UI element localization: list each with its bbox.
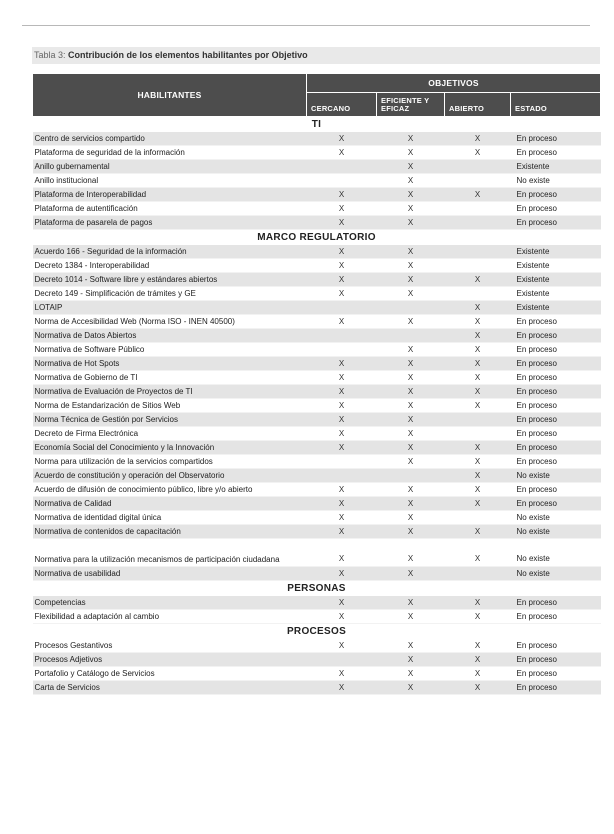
estado-value: En proceso	[511, 385, 601, 399]
cercano-mark: X	[307, 511, 377, 525]
estado-value: No existe	[511, 174, 601, 188]
abierto-mark	[445, 259, 511, 273]
table-row	[33, 259, 601, 273]
section-title: TI	[311, 118, 322, 130]
contribution-table	[32, 73, 601, 695]
table-row	[33, 441, 601, 455]
eficiente-mark: X	[377, 667, 445, 681]
eficiente-mark: X	[377, 287, 445, 301]
eficiente-mark: X	[377, 497, 445, 511]
table-row	[33, 596, 601, 610]
eficiente-mark: X	[377, 455, 445, 469]
estado-value: Existente	[511, 160, 601, 174]
table-row	[33, 160, 601, 174]
abierto-mark: X	[445, 497, 511, 511]
cercano-mark	[307, 160, 377, 174]
cercano-mark: X	[307, 483, 377, 497]
estado-value: En proceso	[511, 371, 601, 385]
eficiente-mark: X	[377, 371, 445, 385]
eficiente-mark: X	[377, 610, 445, 624]
abierto-mark: X	[445, 639, 511, 653]
habilitante-name: Normativa de Hot Spots	[33, 357, 307, 371]
cercano-mark: X	[307, 315, 377, 329]
habilitante-name: Plataforma de pasarela de pagos	[33, 216, 307, 230]
table-row	[33, 245, 601, 259]
habilitante-name: Plataforma de seguridad de la información	[33, 146, 307, 160]
abierto-mark: X	[445, 385, 511, 399]
eficiente-mark: X	[377, 160, 445, 174]
abierto-mark: X	[445, 357, 511, 371]
eficiente-mark: X	[377, 202, 445, 216]
eficiente-mark: X	[377, 539, 445, 567]
cercano-mark	[307, 174, 377, 188]
table-row	[33, 427, 601, 441]
section-title: PERSONAS	[287, 582, 346, 594]
abierto-mark	[445, 567, 511, 581]
cercano-mark: X	[307, 259, 377, 273]
abierto-mark: X	[445, 371, 511, 385]
estado-value: En proceso	[511, 146, 601, 160]
eficiente-mark	[377, 301, 445, 315]
cercano-mark: X	[307, 497, 377, 511]
abierto-mark	[445, 413, 511, 427]
header-cercano: CERCANO	[307, 93, 377, 117]
table-row	[33, 639, 601, 653]
estado-value: En proceso	[511, 667, 601, 681]
abierto-mark: X	[445, 301, 511, 315]
habilitante-name: Normativa de contenidos de capacitación	[33, 525, 307, 539]
cercano-mark: X	[307, 188, 377, 202]
habilitante-name: Acuerdo 166 - Seguridad de la información	[33, 245, 307, 259]
cercano-mark: X	[307, 681, 377, 695]
table-row	[33, 399, 601, 413]
habilitante-name: Normativa de Evaluación de Proyectos de TI	[33, 385, 307, 399]
estado-value: En proceso	[511, 596, 601, 610]
abierto-mark: X	[445, 667, 511, 681]
abierto-mark: X	[445, 681, 511, 695]
estado-value: En proceso	[511, 399, 601, 413]
abierto-mark: X	[445, 132, 511, 146]
abierto-mark: X	[445, 146, 511, 160]
abierto-mark: X	[445, 188, 511, 202]
header-eficiente-line1: EFICIENTE Y	[381, 96, 430, 105]
table-row	[33, 539, 601, 567]
cercano-mark: X	[307, 245, 377, 259]
caption-number: Tabla 3:	[34, 50, 66, 60]
eficiente-mark: X	[377, 315, 445, 329]
estado-value: En proceso	[511, 653, 601, 667]
abierto-mark: X	[445, 539, 511, 567]
estado-value: En proceso	[511, 357, 601, 371]
table-row	[33, 146, 601, 160]
table-row	[33, 301, 601, 315]
habilitante-name: Plataforma de Interoperabilidad	[33, 188, 307, 202]
section-title: MARCO REGULATORIO	[257, 231, 376, 243]
habilitante-name: Procesos Gestantivos	[33, 639, 307, 653]
cercano-mark: X	[307, 385, 377, 399]
table-row	[33, 610, 601, 624]
cercano-mark: X	[307, 610, 377, 624]
eficiente-mark: X	[377, 174, 445, 188]
abierto-mark	[445, 160, 511, 174]
table-row	[33, 567, 601, 581]
estado-value: En proceso	[511, 413, 601, 427]
cercano-mark: X	[307, 399, 377, 413]
habilitante-name: Carta de Servicios	[33, 681, 307, 695]
habilitante-name: Centro de servicios compartido	[33, 132, 307, 146]
abierto-mark	[445, 287, 511, 301]
table-row	[33, 174, 601, 188]
table-row	[33, 525, 601, 539]
section-header-row	[33, 230, 601, 246]
table-row	[33, 329, 601, 343]
eficiente-mark: X	[377, 188, 445, 202]
abierto-mark: X	[445, 399, 511, 413]
abierto-mark	[445, 245, 511, 259]
table-row	[33, 188, 601, 202]
eficiente-mark: X	[377, 427, 445, 441]
habilitante-name: Norma de Accesibilidad Web (Norma ISO - INEN 40500)	[33, 315, 307, 329]
eficiente-mark: X	[377, 525, 445, 539]
estado-value: En proceso	[511, 497, 601, 511]
eficiente-mark: X	[377, 483, 445, 497]
cercano-mark: X	[307, 441, 377, 455]
habilitante-name: Decreto 1014 - Software libre y estándares abiertos	[33, 273, 307, 287]
table-row	[33, 132, 601, 146]
header-estado: ESTADO	[511, 93, 601, 117]
cercano-mark	[307, 301, 377, 315]
cercano-mark: X	[307, 567, 377, 581]
abierto-mark: X	[445, 525, 511, 539]
habilitante-name: Normativa de usabilidad	[33, 567, 307, 581]
habilitante-name: Decreto 1384 - Interoperabilidad	[33, 259, 307, 273]
table-row	[33, 273, 601, 287]
header-eficiente	[377, 93, 445, 117]
eficiente-mark	[377, 469, 445, 483]
cercano-mark	[307, 469, 377, 483]
cercano-mark: X	[307, 596, 377, 610]
estado-value: Existente	[511, 273, 601, 287]
abierto-mark: X	[445, 273, 511, 287]
abierto-mark	[445, 511, 511, 525]
table-row	[33, 202, 601, 216]
abierto-mark	[445, 202, 511, 216]
table-row	[33, 483, 601, 497]
estado-value: Existente	[511, 287, 601, 301]
eficiente-mark: X	[377, 399, 445, 413]
section-header-row	[33, 581, 601, 597]
eficiente-mark: X	[377, 681, 445, 695]
cercano-mark	[307, 343, 377, 357]
habilitante-name: Normativa de Gobierno de TI	[33, 371, 307, 385]
cercano-mark: X	[307, 427, 377, 441]
habilitante-name: Norma para utilización de la servicios compartidos	[33, 455, 307, 469]
habilitante-name: LOTAIP	[33, 301, 307, 315]
estado-value: En proceso	[511, 188, 601, 202]
cercano-mark	[307, 653, 377, 667]
estado-value: En proceso	[511, 329, 601, 343]
abierto-mark: X	[445, 441, 511, 455]
abierto-mark: X	[445, 455, 511, 469]
eficiente-mark: X	[377, 146, 445, 160]
estado-value: En proceso	[511, 132, 601, 146]
cercano-mark: X	[307, 146, 377, 160]
habilitante-name: Flexibilidad a adaptación al cambio	[33, 610, 307, 624]
estado-value: No existe	[511, 567, 601, 581]
estado-value: En proceso	[511, 216, 601, 230]
cercano-mark: X	[307, 539, 377, 567]
caption-title: Contribución de los elementos habilitantes por Objetivo	[68, 50, 308, 60]
cercano-mark: X	[307, 639, 377, 653]
habilitante-name: Competencias	[33, 596, 307, 610]
abierto-mark: X	[445, 329, 511, 343]
cercano-mark: X	[307, 287, 377, 301]
top-rule	[22, 25, 590, 26]
habilitante-name: Portafolio y Catálogo de Servicios	[33, 667, 307, 681]
section-title: PROCESOS	[286, 625, 347, 637]
table-body	[33, 117, 601, 695]
header-eficiente-line2: EFICAZ	[381, 104, 410, 113]
abierto-mark	[445, 427, 511, 441]
habilitante-name: Economía Social del Conocimiento y la Innovación	[33, 441, 307, 455]
cercano-mark: X	[307, 202, 377, 216]
cercano-mark	[307, 329, 377, 343]
habilitante-name: Normativa para la utilización mecanismos de participación ciudadana	[33, 539, 307, 567]
table-row	[33, 681, 601, 695]
eficiente-mark: X	[377, 653, 445, 667]
table-row	[33, 343, 601, 357]
abierto-mark: X	[445, 343, 511, 357]
estado-value: En proceso	[511, 343, 601, 357]
cercano-mark: X	[307, 413, 377, 427]
abierto-mark: X	[445, 596, 511, 610]
eficiente-mark: X	[377, 245, 445, 259]
abierto-mark: X	[445, 469, 511, 483]
estado-value: En proceso	[511, 483, 601, 497]
habilitante-name: Norma de Estandarización de Sitios Web	[33, 399, 307, 413]
abierto-mark: X	[445, 315, 511, 329]
table-row	[33, 315, 601, 329]
estado-value: En proceso	[511, 315, 601, 329]
table-row	[33, 667, 601, 681]
estado-value: En proceso	[511, 455, 601, 469]
table-row	[33, 216, 601, 230]
table-row	[33, 653, 601, 667]
estado-value: En proceso	[511, 427, 601, 441]
abierto-mark	[445, 174, 511, 188]
habilitante-name: Normativa de identidad digital única	[33, 511, 307, 525]
abierto-mark: X	[445, 653, 511, 667]
habilitante-name: Anillo institucional	[33, 174, 307, 188]
habilitante-name: Norma Técnica de Gestión por Servicios	[33, 413, 307, 427]
habilitante-name: Normativa de Calidad	[33, 497, 307, 511]
table-row	[33, 357, 601, 371]
abierto-mark: X	[445, 610, 511, 624]
header-abierto: ABIERTO	[445, 93, 511, 117]
table-row	[33, 385, 601, 399]
table-row	[33, 413, 601, 427]
eficiente-mark: X	[377, 273, 445, 287]
eficiente-mark: X	[377, 413, 445, 427]
section-header-row	[33, 117, 601, 133]
estado-value: En proceso	[511, 610, 601, 624]
cercano-mark: X	[307, 216, 377, 230]
estado-value: Existente	[511, 301, 601, 315]
eficiente-mark: X	[377, 567, 445, 581]
estado-value: No existe	[511, 469, 601, 483]
header-objetivos: OBJETIVOS	[307, 74, 601, 93]
estado-value: Existente	[511, 245, 601, 259]
cercano-mark: X	[307, 667, 377, 681]
habilitante-name: Decreto de Firma Electrónica	[33, 427, 307, 441]
habilitante-name: Acuerdo de difusión de conocimiento público, libre y/o abierto	[33, 483, 307, 497]
cercano-mark: X	[307, 132, 377, 146]
eficiente-mark	[377, 329, 445, 343]
estado-value: No existe	[511, 511, 601, 525]
table-row	[33, 287, 601, 301]
cercano-mark: X	[307, 371, 377, 385]
eficiente-mark: X	[377, 441, 445, 455]
eficiente-mark: X	[377, 259, 445, 273]
table-row	[33, 511, 601, 525]
habilitante-name: Acuerdo de constitución y operación del Observatorio	[33, 469, 307, 483]
cercano-mark: X	[307, 273, 377, 287]
habilitante-name: Normativa de Software Público	[33, 343, 307, 357]
estado-value: En proceso	[511, 441, 601, 455]
estado-value: Existente	[511, 259, 601, 273]
cercano-mark: X	[307, 357, 377, 371]
estado-value: No existe	[511, 525, 601, 539]
section-header-row	[33, 624, 601, 640]
eficiente-mark: X	[377, 357, 445, 371]
habilitante-name: Decreto 149 - Simplificación de trámites y GE	[33, 287, 307, 301]
estado-value: En proceso	[511, 681, 601, 695]
cercano-mark	[307, 455, 377, 469]
table-caption	[32, 47, 600, 64]
eficiente-mark: X	[377, 132, 445, 146]
table-row	[33, 455, 601, 469]
estado-value: En proceso	[511, 639, 601, 653]
habilitante-name: Plataforma de autentificación	[33, 202, 307, 216]
estado-value: No existe	[511, 539, 601, 567]
eficiente-mark: X	[377, 511, 445, 525]
eficiente-mark: X	[377, 343, 445, 357]
table-row	[33, 371, 601, 385]
eficiente-mark: X	[377, 216, 445, 230]
cercano-mark: X	[307, 525, 377, 539]
estado-value: En proceso	[511, 202, 601, 216]
table-header	[33, 74, 601, 117]
table-row	[33, 497, 601, 511]
habilitante-name: Procesos Adjetivos	[33, 653, 307, 667]
habilitante-name: Normativa de Datos Abiertos	[33, 329, 307, 343]
abierto-mark	[445, 216, 511, 230]
abierto-mark: X	[445, 483, 511, 497]
header-habilitantes: HABILITANTES	[33, 74, 307, 117]
eficiente-mark: X	[377, 596, 445, 610]
eficiente-mark: X	[377, 639, 445, 653]
eficiente-mark: X	[377, 385, 445, 399]
table-row	[33, 469, 601, 483]
habilitante-name: Anillo gubernamental	[33, 160, 307, 174]
